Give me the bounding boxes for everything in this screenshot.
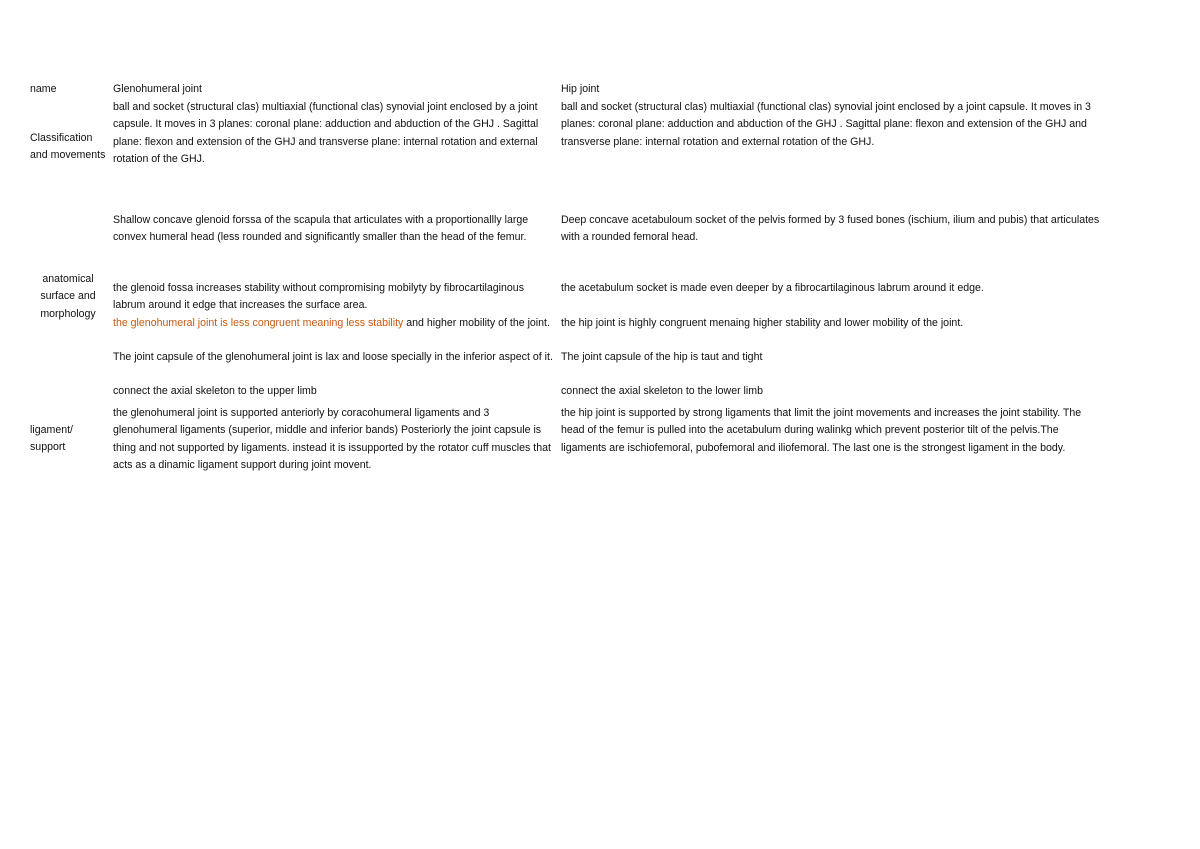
header-glenohumeral: Glenohumeral joint: [113, 83, 202, 95]
anatomical-row-5-glenohumeral: connect the axial skeleton to the upper limb: [113, 385, 317, 397]
anatomical-row-4-hip: The joint capsule of the hip is taut and tight: [561, 351, 763, 363]
anatomical-label: anatomical surface and morphology: [40, 273, 96, 320]
anatomical-row-3-hip: the hip joint is highly congruent menaing higher stability and lower mobility of the joint.: [561, 317, 964, 329]
classification-label: Classification and movements: [30, 132, 106, 162]
classification-hip: ball and socket (structural clas) multiaxial (functional clas) synovial joint enclosed by a joint capsule. It moves in 3 planes: coronal plane: adduction and abduction of the GHJ . Sagittal plane: flexon and extension of the GHJ and transverse plane: internal rotation and external rotation of the GHJ.: [561, 101, 1091, 148]
anatomical-row-5-hip: connect the axial skeleton to the lower limb: [561, 385, 763, 397]
anatomical-row-1-glenohumeral: Shallow concave glenoid forssa of the scapula that articulates with a proportionallly large convex humeral head (less rounded and significantly smaller than the head of the femur.: [113, 214, 529, 244]
plain-text: and higher mobility of the joint.: [403, 317, 550, 329]
anatomical-row-2-hip: the acetabulum socket is made even deeper by a fibrocartilaginous labrum around it edge.: [561, 282, 984, 294]
ligament-hip: the hip joint is supported by strong ligaments that limit the joint movements and increases the joint stability. The head of the femur is pulled into the acetabulum during walinkg which prevent posterior tilt of the pelvis.The ligaments are ischiofemoral, pubofemoral and iliofemoral. The last one is the strongest ligament in the body.: [561, 407, 1082, 454]
classification-glenohumeral: ball and socket (structural clas) multiaxial (functional clas) synovial joint enclosed by a joint capsule. It moves in 3 planes: coronal plane: adduction and abduction of the GHJ . Sagittal plane: flexon and extension of the GHJ and transverse plane: internal rotation and external rotation of the GHJ.: [113, 101, 539, 165]
ligament-glenohumeral: the glenohumeral joint is supported anteriorly by coracohumeral ligaments and 3 glenohumeral ligaments (superior, middle and inferior bands) Posteriorly the joint capsule is thing and not supported by ligaments. instead it is issupported by the rotator cuff muscles that acts as a dinamic ligament support during joint movent.: [113, 407, 551, 471]
anatomical-row-1-hip: Deep concave acetabuloum socket of the pelvis formed by 3 fused bones (ischium, ilium and pubis) that articulates with a rounded femoral head.: [561, 214, 1100, 244]
header-hip: Hip joint: [561, 83, 600, 95]
header-label: name: [30, 83, 57, 95]
highlighted-text: the glenohumeral joint is less congruent meaning less stability: [113, 317, 404, 329]
ligament-label: ligament/ support: [30, 424, 73, 454]
anatomical-row-2-glenohumeral: the glenoid fossa increases stability without compromising mobilyty by fibrocartilaginous labrum around it edge that increases the surface area.: [113, 282, 524, 312]
anatomical-row-4-glenohumeral: The joint capsule of the glenohumeral joint is lax and loose specially in the inferior aspect of it.: [113, 351, 553, 363]
anatomical-row-3-glenohumeral: [113, 315, 553, 332]
